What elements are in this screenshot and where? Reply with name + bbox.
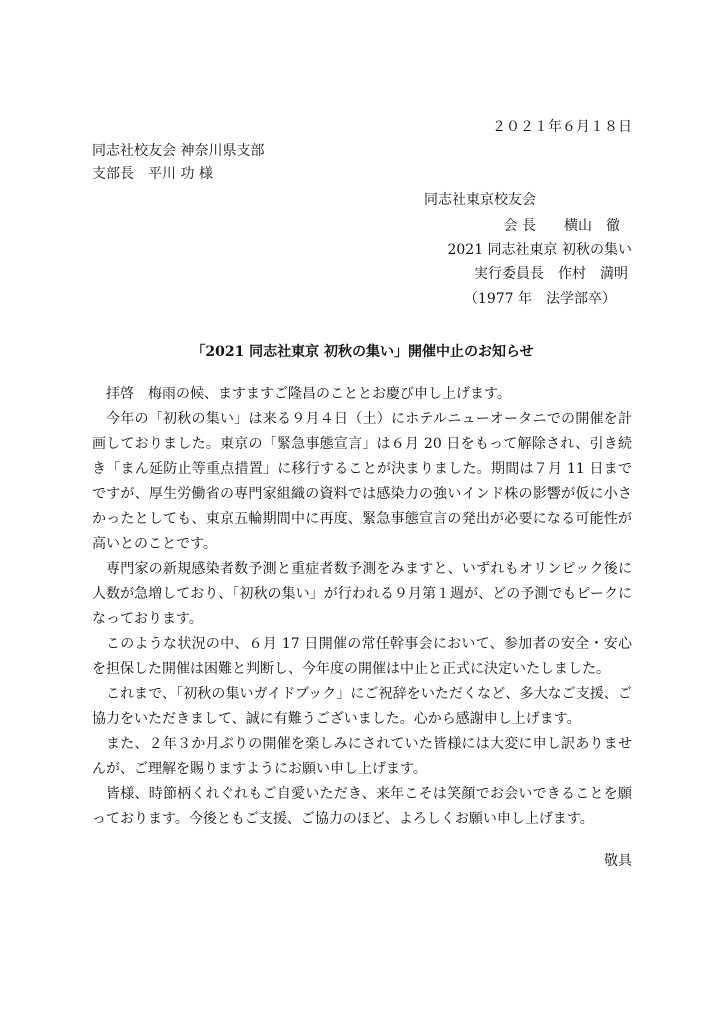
paragraph-apology: また、２年３か月ぶりの開催を楽しみにされていた皆様には大変に申し訳ありませんが、ご理解を賜りますようにお願い申し上げます。 — [92, 736, 632, 777]
paragraph-thanks: これまで、「初秋の集いガイドブック」にご祝辞をいただくなど、多大なご支援、ご協力をいただきまして、誠に有難うございました。心から感謝申し上げます。 — [92, 686, 632, 727]
sender-chair: 会 長 横山 徹 — [503, 218, 620, 234]
paragraph-forecast: 専門家の新規感染者数予測と重症者数予測をみますと、いずれもオリンピック後に人数が急増しており、「初秋の集い」が行われる９月第１週が、どの予測でもピークになっております。 — [92, 561, 632, 627]
letter-closing: 敬具 — [604, 853, 632, 869]
paragraph-wishes: 皆様、時節柄くれぐれもご自愛いただき、来年こそは笑顔でお会いできることを願っております。今後ともご支援、ご協力のほど、よろしくお願い申し上げます。 — [92, 786, 632, 827]
paragraph-plan: 今年の「初秋の集い」は来る９月４日（土）にホテルニューオータニでの開催を計画しておりました。東京の「緊急事態宣言」は６月 20 日をもって解除され、引き続き「まん延防止等重点措置」に移行することが決まりました。期間は７月 11 日までですが、厚生労働省の専門家組織の資料では感染力の強いインド株の影響が仮に小さかったとしても、東京五輪期間中に再度、緊急事態宣言の発出が必要になる可能性が高いとのことです。 — [92, 411, 632, 552]
recipient-person: 支部長 平川 功 様 — [92, 166, 213, 182]
letter-date: ２０２１年６月１８日 — [492, 119, 632, 135]
paragraph-decision: このような状況の中、６月 17 日開催の常任幹事会において、参加者の安全・安心を担保した開催は困難と判断し、今年度の開催は中止と正式に決定いたしました。 — [92, 636, 632, 677]
sender-committee: 実行委員長 作村 満明 — [474, 266, 628, 282]
recipient-organization: 同志社校友会 神奈川県支部 — [92, 143, 265, 159]
sender-note: （1977 年 法学部卒） — [463, 291, 616, 307]
sender-event: 2021 同志社東京 初秋の集い — [447, 242, 632, 258]
sender-organization: 同志社東京校友会 — [424, 192, 536, 208]
letter-body — [92, 382, 632, 832]
letter-title: 「2021 同志社東京 初秋の集い」開催中止のお知らせ — [191, 344, 534, 360]
paragraph-greeting: 拝啓 梅雨の候、ますますご隆昌のこととお慶び申し上げます。 — [106, 386, 511, 402]
